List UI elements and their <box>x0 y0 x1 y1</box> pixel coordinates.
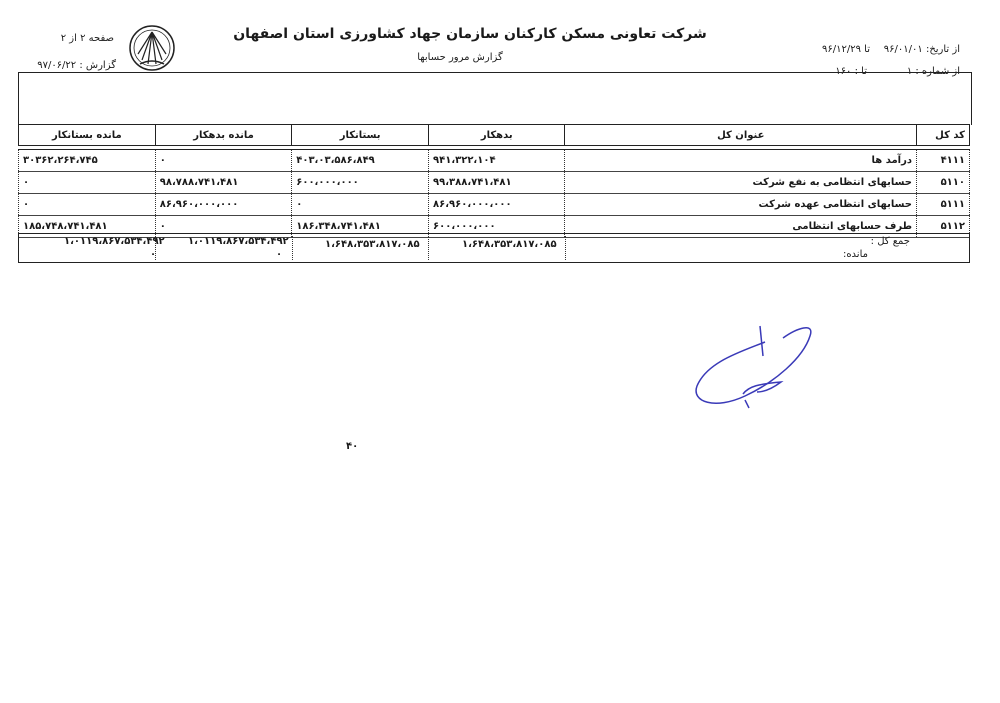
totals-divider <box>565 236 566 260</box>
totals-remain-label: مانده: <box>842 249 868 260</box>
table-row <box>19 172 970 194</box>
row-title: درآمد ها <box>565 150 917 172</box>
row-balance-credit: ۰ <box>19 194 156 216</box>
row-code: ۵۱۱۰ <box>917 172 970 194</box>
row-balance-debit: ۰ <box>155 150 291 172</box>
report-frame <box>18 72 972 125</box>
row-debit: ۶۰۰،۰۰۰،۰۰۰ <box>429 216 565 238</box>
totals-debit: ۱،۶۴۸،۳۵۳،۸۱۷،۰۸۵ <box>462 239 557 250</box>
header-balance-credit: مانده بستانکار <box>19 125 156 146</box>
row-credit: ۱۸۶،۳۴۸،۷۴۱،۴۸۱ <box>292 216 429 238</box>
row-debit: ۹۴۱،۳۲۲،۱۰۴ <box>429 150 565 172</box>
totals-divider <box>292 236 293 260</box>
number-to: تا : ۱۶۰ <box>835 66 867 77</box>
totals-remain-balance-debit: ۰ <box>276 249 283 260</box>
row-balance-credit: ۳۰۳۶۲،۲۶۴،۷۴۵ <box>19 150 156 172</box>
footer-mark: ۴۰ <box>346 441 359 452</box>
totals-balance-credit: ۱،۰۱۱۹،۸۶۷،۵۳۴،۴۹۲ <box>64 236 165 247</box>
row-balance-debit: ۰ <box>155 216 291 238</box>
date-to: تا ۹۶/۱۲/۲۹ <box>822 44 870 55</box>
row-credit: ۴۰۳،۰۳،۵۸۶،۸۴۹ <box>292 150 429 172</box>
row-balance-credit: ۱۸۵،۷۴۸،۷۴۱،۴۸۱ <box>19 216 156 238</box>
row-title: حسابهای انتظامی به نفع شرکت <box>565 172 917 194</box>
row-credit: ۰ <box>292 194 429 216</box>
signature <box>685 318 820 413</box>
header-credit: بستانکار <box>292 125 429 146</box>
header-code: کد کل <box>917 125 970 146</box>
row-title: طرف حسابهای انتظامی <box>565 216 917 238</box>
header-balance-debit: مانده بدهکار <box>155 125 291 146</box>
table-row <box>19 194 970 216</box>
table-header-row <box>19 125 970 146</box>
header-debit: بدهکار <box>429 125 565 146</box>
company-logo <box>128 24 176 72</box>
totals-divider <box>428 236 429 260</box>
row-code: ۵۱۱۲ <box>917 216 970 238</box>
report-title: گزارش مرور حسابها <box>417 52 503 63</box>
totals-balance-debit: ۱،۰۱۱۹،۸۶۷،۵۳۴،۴۹۲ <box>188 236 289 247</box>
totals-credit: ۱،۶۴۸،۳۵۳،۸۱۷،۰۸۵ <box>325 239 420 250</box>
report-id: گزارش : ۹۷/۰۶/۲۲ <box>37 60 116 71</box>
totals-remain-balance-credit: ۰ <box>150 249 157 260</box>
row-debit: ۸۶،۹۶۰،۰۰۰،۰۰۰ <box>429 194 565 216</box>
table-row <box>19 150 970 172</box>
number-from: از شماره : ۱ <box>906 66 960 77</box>
page-info: صفحه ۲ از ۲ <box>60 33 114 44</box>
company-title: شرکت تعاونی مسکن کارکنان سازمان جهاد کشاورزی استان اصفهان <box>233 26 707 42</box>
row-credit: ۶۰۰،۰۰۰،۰۰۰ <box>292 172 429 194</box>
row-balance-debit: ۹۸،۷۸۸،۷۴۱،۴۸۱ <box>155 172 291 194</box>
accounts-table <box>18 124 970 238</box>
totals-sum-label: جمع کل : <box>870 236 910 247</box>
row-code: ۴۱۱۱ <box>917 150 970 172</box>
row-debit: ۹۹،۳۸۸،۷۴۱،۴۸۱ <box>429 172 565 194</box>
row-balance-credit: ۰ <box>19 172 156 194</box>
row-balance-debit: ۸۶،۹۶۰،۰۰۰،۰۰۰ <box>155 194 291 216</box>
row-title: حسابهای انتظامی عهده شرکت <box>565 194 917 216</box>
header-title: عنوان کل <box>565 125 917 146</box>
date-from: از تاریخ: ۹۶/۰۱/۰۱ <box>883 44 960 55</box>
row-code: ۵۱۱۱ <box>917 194 970 216</box>
